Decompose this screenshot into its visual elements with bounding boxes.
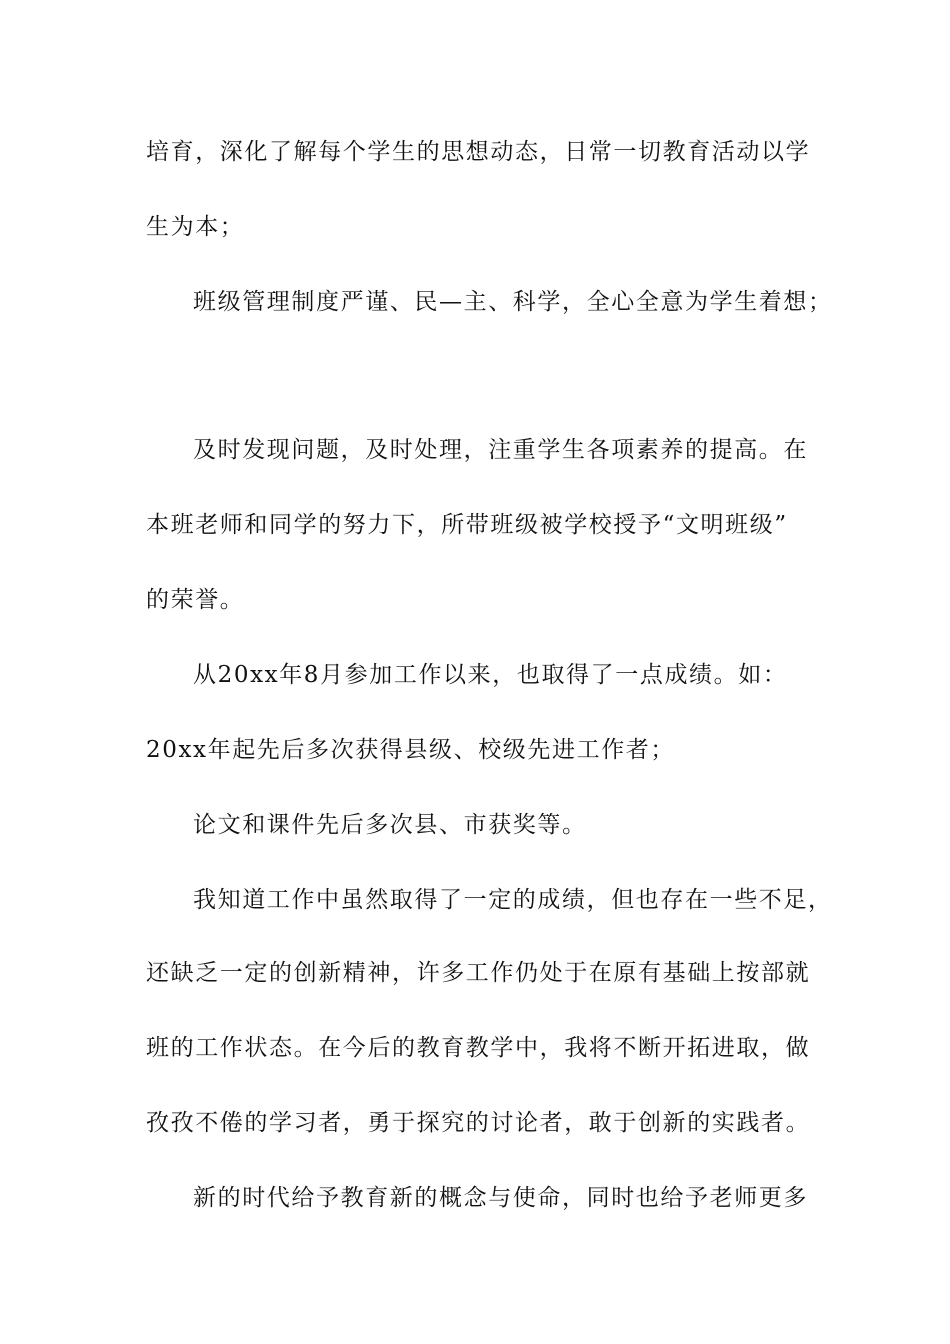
text-line: 生为本； bbox=[146, 214, 245, 240]
text-line: 本班老师和同学的努力下，所带班级被学校授予“文明班级” bbox=[146, 512, 788, 538]
text-line: 论文和课件先后多次县、市获奖等。 bbox=[193, 812, 587, 838]
text-line: 我知道工作中虽然取得了一定的成绩，但也存在一些不足， bbox=[193, 887, 833, 913]
text-line: 班级管理制度严谨、民—主、科学，全心全意为学生着想； bbox=[193, 289, 833, 315]
text-line: 班的工作状态。在今后的教育教学中，我将不断开拓进取，做 bbox=[146, 1035, 811, 1061]
text-line: 的荣誉。 bbox=[146, 587, 245, 613]
text-line: 20xx年起先后多次获得县级、校级先进工作者； bbox=[146, 737, 676, 763]
text-line: 及时发现问题，及时处理，注重学生各项素养的提高。在 bbox=[193, 437, 808, 463]
text-line: 从20xx年8月参加工作以来，也取得了一点成绩。如： bbox=[193, 662, 788, 688]
text-line: 孜孜不倦的学习者，勇于探究的讨论者，敢于创新的实践者。 bbox=[146, 1110, 811, 1136]
text-line: 还缺乏一定的创新精神，许多工作仍处于在原有基础上按部就 bbox=[146, 960, 811, 986]
text-line: 培育，深化了解每个学生的思想动态，日常一切教育活动以学 bbox=[146, 139, 811, 165]
text-line: 新的时代给予教育新的概念与使命，同时也给予老师更多 bbox=[193, 1185, 808, 1211]
